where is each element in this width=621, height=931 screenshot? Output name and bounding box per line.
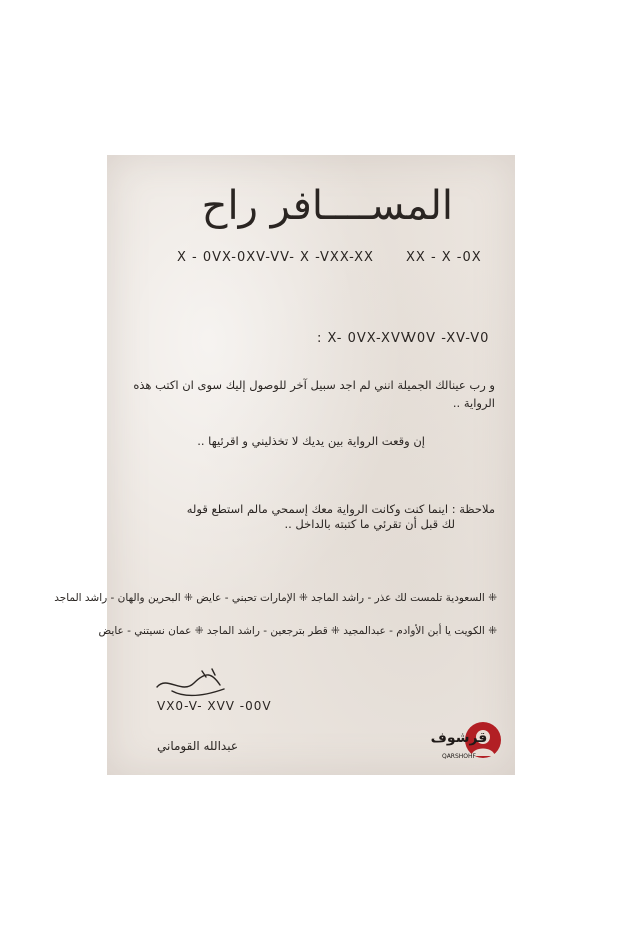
code-line-2-left: : X- 0VX-XVV [317,331,411,346]
countries-line-1: ⁜ السعودية تلمست لك عذر - راشد الماجد ⁜ الإمارات تحبني - عايض ⁜ البحرين والهان - راشد الماجد [54,592,497,604]
note-line-2: لك قبل أن تقرئي ما كتبته بالداخل .. [284,517,455,531]
code-line-1-left: X - 0VX-0XV-VV- X -VXX-XX [177,250,374,265]
author-name: عبدالله القوماني [157,739,238,753]
book-title: المســــافر راح [201,183,453,229]
publisher-logo [415,720,505,764]
note-line-1: ملاحظة : اينما كنت وكانت الرواية معك إسمحي مالم استطع قوله [186,502,495,516]
code-line-2-right: V0V -XV-V0 [407,331,490,346]
countries-line-2: ⁜ الكويت يا أبن الأوادم - عبدالمجيد ⁜ قطر بترجعين - راشد الماجد ⁜ عمان نسيتني - عايض [98,625,497,637]
handwritten-signature [152,665,232,701]
svg-text:قرشوف: قرشوف [430,730,488,746]
code-line-1-right: XX - X -0X [406,250,482,265]
paragraph-1-line-2: الرواية .. [452,396,495,410]
paragraph-1-line-1: و رب عينالك الجميلة انني لم اجد سبيل آخر للوصول إليك سوى ان اكتب هذه [133,378,495,392]
book-page [54,155,515,775]
paragraph-2: إن وقعت الرواية بين يديك لا تخذليني و اقرئيها .. [197,434,425,448]
signature-date: VX0-V- XVV -00V [157,699,272,713]
svg-text:QARSHOHF: QARSHOHF [441,753,477,760]
